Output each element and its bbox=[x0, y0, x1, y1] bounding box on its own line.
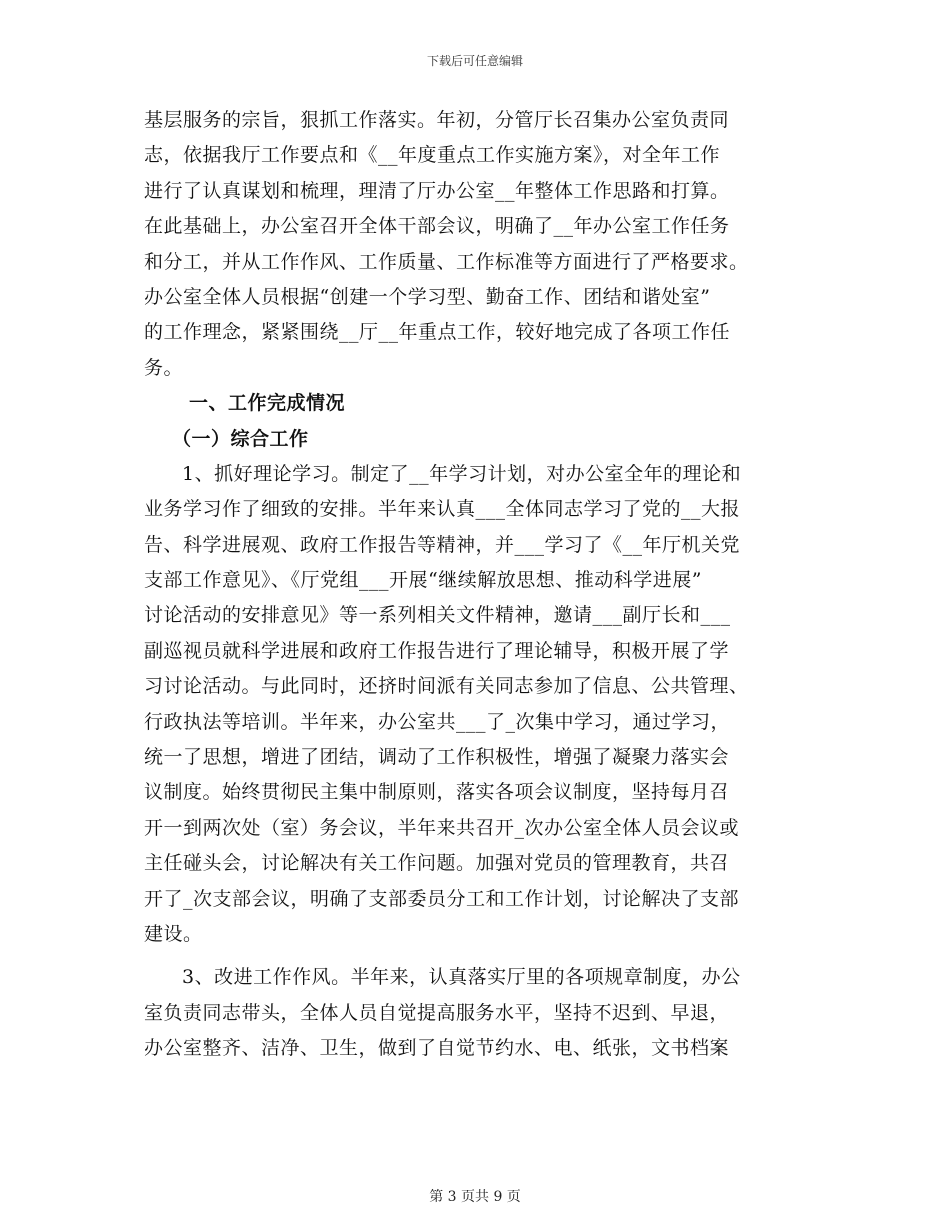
paragraph-line: 建设。 bbox=[144, 922, 203, 945]
paragraph-line: 主任碰头会，讨论解决有关工作问题。加强对党员的管理教育，共召 bbox=[144, 852, 730, 875]
paragraph-line: 务。 bbox=[144, 356, 184, 379]
paragraph-line: 进行了认真谋划和梳理，理清了厅办公室__年整体工作思路和打算。 bbox=[144, 179, 730, 202]
paragraph-line: 告、科学进展观、政府工作报告等精神，并___学习了《__年厅机关党 bbox=[144, 533, 741, 556]
paragraph-line: 统一了思想，增进了团结，调动了工作积极性，增强了凝聚力落实会 bbox=[144, 746, 730, 769]
paragraph-line: 副巡视员就科学进展和政府工作报告进行了理论辅导，积极开展了学 bbox=[144, 639, 730, 662]
paragraph-line: 办公室全体人员根据“创建一个学习型、勤奋工作、团结和谐处室” bbox=[144, 285, 711, 308]
paragraph-line: 在此基础上，办公室召开全体干部会议，明确了__年办公室工作任务 bbox=[144, 215, 730, 238]
paragraph-line: 开一到两次处（室）务会议，半年来共召开_次办公室全体人员会议或 bbox=[144, 816, 740, 839]
subsection-heading: （一）综合工作 bbox=[172, 427, 309, 450]
paragraph-line: 行政执法等培训。半年来，办公室共___了_次集中学习，通过学习， bbox=[144, 710, 731, 733]
paragraph-line: 议制度。始终贯彻民主集中制原则，落实各项会议制度，坚持每月召 bbox=[144, 781, 730, 804]
paragraph-line: 讨论活动的安排意见》等一系列相关文件精神，邀请___副厅长和___ bbox=[144, 604, 731, 627]
paragraph-line: 支部工作意见》、《厅党组___开展“继续解放思想、推动科学进展” bbox=[144, 569, 702, 592]
paragraph-line: 基层服务的宗旨，狠抓工作落实。年初，分管厅长召集办公室负责同 bbox=[144, 109, 730, 131]
paragraph-line: 室负责同志带头，全体人员自觉提高服务水平，坚持不迟到、早退， bbox=[144, 1001, 730, 1024]
section-heading: 一、工作完成情况 bbox=[189, 392, 346, 415]
paragraph-line: 习讨论活动。与此同时，还挤时间派有关同志参加了信息、公共管理、 bbox=[144, 675, 749, 698]
paragraph-line: 办公室整齐、洁净、卫生，做到了自觉节约水、电、纸张，文书档案 bbox=[144, 1037, 730, 1060]
page-header: 下载后可任意编辑 bbox=[426, 54, 523, 68]
paragraph-line: 志，依据我厅工作要点和《__年度重点工作实施方案》，对全年工作 bbox=[144, 144, 721, 167]
page-number: 第 3 页共 9 页 bbox=[429, 1189, 521, 1205]
document-body bbox=[144, 103, 806, 1067]
paragraph-line: 业务学习作了细致的安排。半年来认真___全体同志学习了党的__大报 bbox=[144, 498, 741, 521]
paragraph-line: 开了_次支部会议，明确了支部委员分工和工作计划，讨论解决了支部 bbox=[144, 887, 740, 910]
paragraph-line: 1、抓好理论学习。制定了__年学习计划，对办公室全年的理论和 bbox=[182, 462, 742, 485]
paragraph-line: 的工作理念，紧紧围绕__厅__年重点工作，较好地完成了各项工作任 bbox=[144, 321, 731, 344]
paragraph-line: 和分工，并从工作作风、工作质量、工作标准等方面进行了严格要求。 bbox=[144, 250, 749, 273]
paragraph-line: 3、改进工作作风。半年来，认真落实厅里的各项规章制度，办公 bbox=[182, 966, 741, 989]
